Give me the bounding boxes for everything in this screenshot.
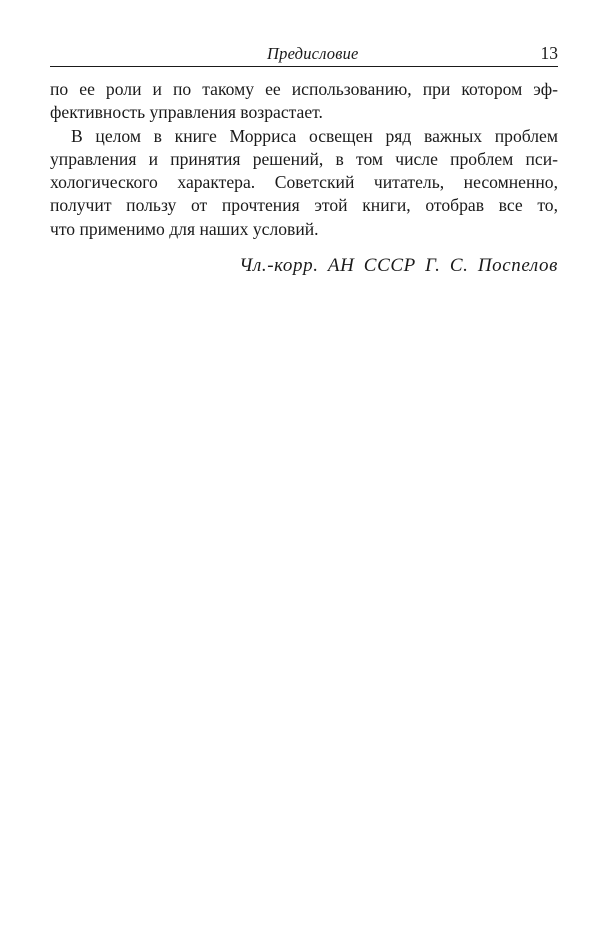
book-page xyxy=(50,40,558,277)
text-line: В целом в книге Морриса освещен ряд важных проблем xyxy=(71,125,558,146)
paragraph xyxy=(50,78,558,125)
text-line: управления и принятия решений, в том числе проблем пси- xyxy=(50,148,558,169)
body-text xyxy=(50,78,558,241)
text-line: что применимо для наших условий. xyxy=(50,218,319,239)
text-line: по ее роли и по такому ее использованию, при котором эф- xyxy=(50,79,558,99)
running-header xyxy=(50,40,558,67)
page-number: 13 xyxy=(540,43,558,63)
text-line: получит пользу от прочтения этой книги, отобрав все то, xyxy=(50,195,558,216)
paragraph xyxy=(50,125,558,241)
text-line: хологического характера. Советский читатель, несомненно, xyxy=(50,172,558,193)
running-title: Предисловие xyxy=(267,44,359,63)
text-line: фективность управления возрастает. xyxy=(50,102,323,123)
author-signature: Чл.-корр. АН СССР Г. С. Поспелов xyxy=(239,255,558,277)
